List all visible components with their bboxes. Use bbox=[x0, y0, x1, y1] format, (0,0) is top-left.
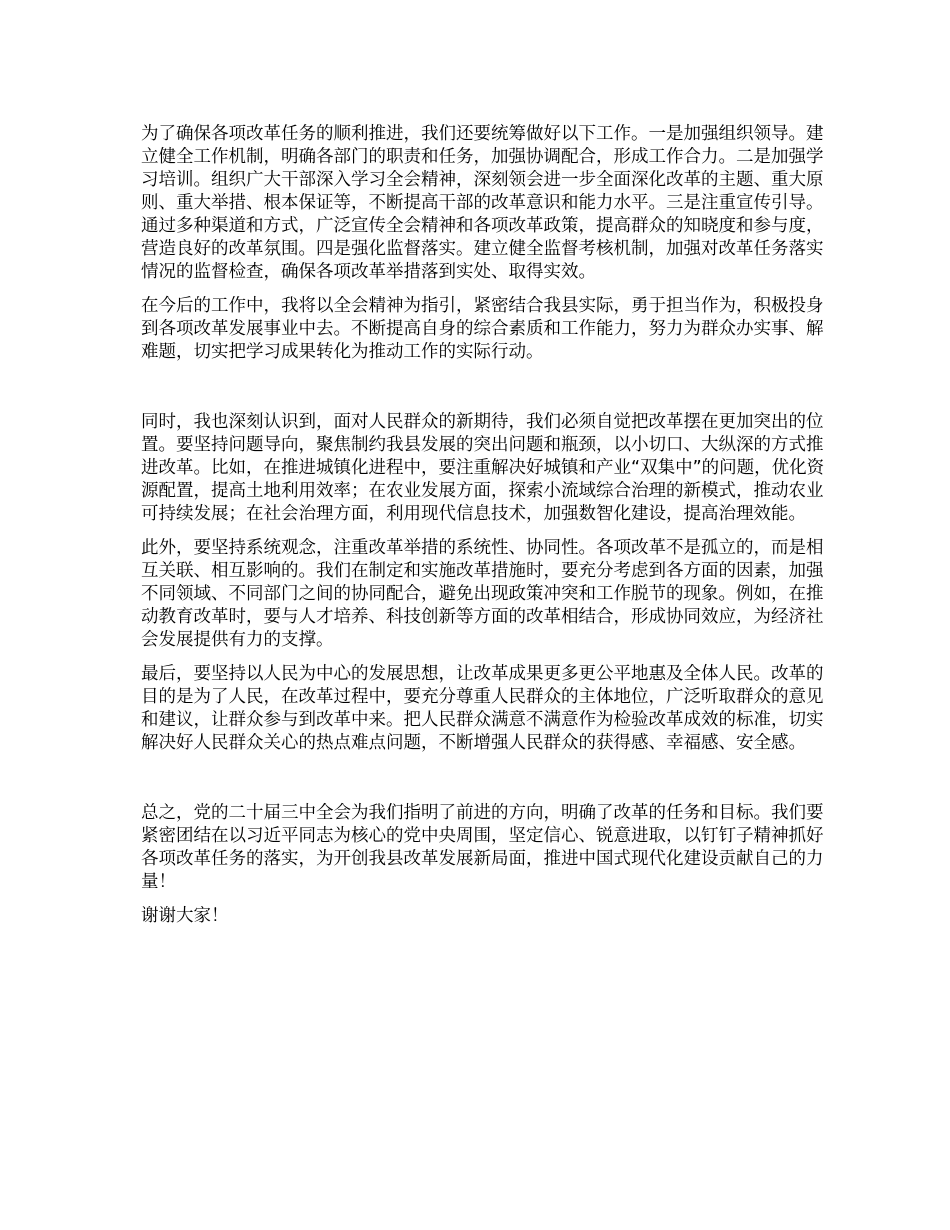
section-gap bbox=[141, 766, 831, 802]
paragraph-problem-orientation: 同时，我也深刻认识到，面对人民群众的新期待，我们必须自觉把改革摆在更加突出的位置。要坚持问题导向，聚焦制约我县发展的突出问题和瓶颈，以小切口、大纵深的方式推进改革。比如，在推进城镇化进程中，要注重解决好城镇和产业“双集中”的问题，优化资源配置，提高土地利用效率；在农业发展方面，探索小流域综合治理的新模式，推动农业可持续发展；在社会治理方面，利用现代信息技术，加强数智化建设，提高治理效能。 bbox=[141, 412, 825, 524]
section-gap bbox=[141, 375, 831, 411]
paragraph-system-concept: 此外，要坚持系统观念，注重改革举措的系统性、协同性。各项改革不是孤立的，而是相互关联、相互影响的。我们在制定和实施改革措施时，要充分考虑到各方面的因素，加强不同领域、不同部门之间的协同配合，避免出现政策冲突和工作脱节的现象。例如，在推动教育改革时，要与人才培养、科技创新等方面的改革相结合，形成协同效应，为经济社会发展提供有力的支撑。 bbox=[141, 538, 824, 650]
document-body bbox=[141, 123, 831, 939]
paragraph-work-arrangements: 为了确保各项改革任务的顺利推进，我们还要统筹做好以下工作。一是加强组织领导。建立健全工作机制，明确各部门的职责和任务，加强协调配合，形成工作合力。二是加强学习培训。组织广大干部深入学习全会精神，深刻领会进一步全面深化改革的主题、重大原则、重大举措、根本保证等，不断提高干部的改革意识和能力水平。三是注重宣传引导。通过多种渠道和方式，广泛宣传全会精神和各项改革政策，提高群众的知晓度和参与度，营造良好的改革氛围。四是强化监督落实。建立健全监督考核机制，加强对改革任务落实情况的监督检查，确保各项改革举措落到实处、取得实效。 bbox=[141, 124, 824, 282]
paragraph-future-work: 在今后的工作中，我将以全会精神为指引，紧密结合我县实际，勇于担当作为，积极投身到各项改革发展事业中去。不断提高自身的综合素质和工作能力，努力为群众办实事、解难题，切实把学习成果转化为推动工作的实际行动。 bbox=[141, 296, 824, 362]
paragraph-people-centered: 最后，要坚持以人民为中心的发展思想，让改革成果更多更公平地惠及全体人民。改革的目的是为了人民，在改革过程中，要充分尊重人民群众的主体地位，广泛听取群众的意见和建议，让群众参与到改革中来。把人民群众满意不满意作为检验改革成效的标准，切实解决好人民群众关心的热点难点问题，不断增强人民群众的获得感、幸福感、安全感。 bbox=[141, 664, 824, 753]
paragraph-thanks: 谢谢大家！ bbox=[141, 906, 229, 926]
paragraph-conclusion: 总之，党的二十届三中全会为我们指明了前进的方向，明确了改革的任务和目标。我们要紧密团结在以习近平同志为核心的党中央周围，坚定信心、锐意进取，以钉钉子精神抓好各项改革任务的落实，为开创我县改革发展新局面，推进中国式现代化建设贡献自己的力量！ bbox=[141, 803, 824, 892]
